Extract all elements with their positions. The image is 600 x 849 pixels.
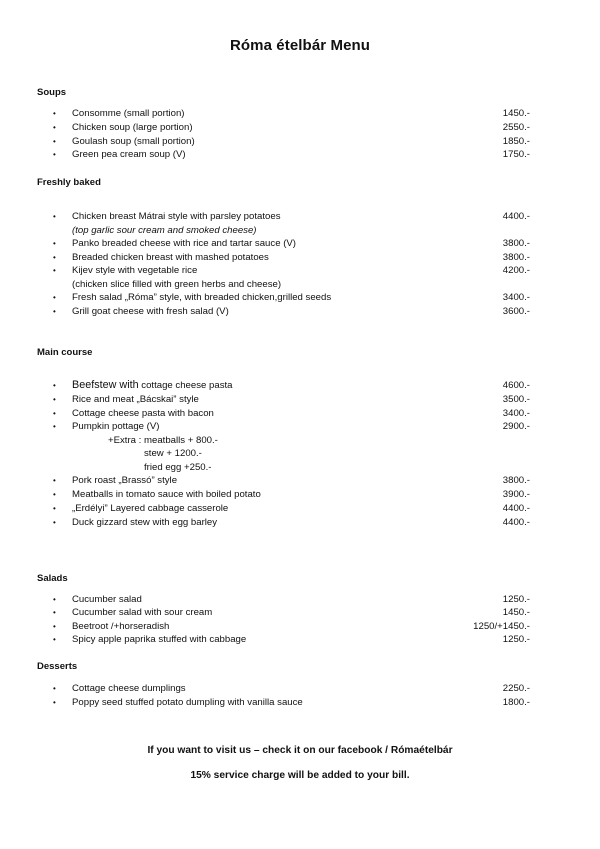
page-title: Róma ételbár Menu: [229, 37, 371, 54]
menu-item: [0, 620, 600, 634]
item-name: Spicy apple paprika stuffed with cabbage: [72, 634, 247, 645]
bullet-icon: •: [53, 635, 56, 644]
bullet-icon: •: [53, 698, 56, 707]
bullet-icon: •: [53, 212, 56, 221]
menu-item: [0, 121, 600, 135]
bullet-icon: •: [53, 137, 56, 146]
menu-item: [0, 502, 600, 516]
item-name: Goulash soup (small portion): [72, 136, 195, 147]
item-price: 1800.-: [502, 697, 530, 708]
bullet-icon: •: [53, 381, 56, 390]
menu-item: [0, 516, 600, 530]
item-name: Green pea cream soup (V): [72, 149, 186, 160]
item-price: 4600.-: [502, 380, 530, 391]
menu-item: [0, 606, 600, 620]
item-name: Kijev style with vegetable rice: [72, 265, 198, 276]
bullet-icon: •: [53, 622, 56, 631]
bullet-icon: •: [53, 123, 56, 132]
bullet-icon: •: [53, 239, 56, 248]
menu-item: [0, 148, 600, 162]
item-name: Grill goat cheese with fresh salad (V): [72, 306, 229, 317]
item-price: 4400.-: [502, 517, 530, 528]
item-name: Pumpkin pottage (V): [72, 421, 160, 432]
section-heading-freshly-baked: Freshly baked: [37, 177, 101, 188]
item-price: 2900.-: [502, 421, 530, 432]
item-name: „Erdélyi” Layered cabbage casserole: [72, 503, 229, 514]
menu-item: [0, 251, 600, 265]
extras-meatballs: +Extra : meatballs + 800.-: [108, 435, 218, 446]
item-price: 1250/+1450.-: [473, 621, 530, 632]
extras-stew: stew + 1200.-: [144, 448, 202, 459]
menu-item: [0, 633, 600, 647]
bullet-icon: •: [53, 409, 56, 418]
item-price: 2250.-: [502, 683, 530, 694]
item-name: Beetroot /+horseradish: [72, 621, 170, 632]
item-name-emphasis: Beefstew with: [72, 379, 139, 391]
item-price: 1450.-: [502, 108, 530, 119]
item-name: Fresh salad „Róma” style, with breaded chicken,grilled seeds: [72, 292, 332, 303]
bullet-icon: •: [53, 253, 56, 262]
section-heading-salads: Salads: [37, 573, 68, 584]
bullet-icon: •: [53, 490, 56, 499]
menu-item: [0, 135, 600, 149]
item-name: Cottage cheese pasta with bacon: [72, 408, 214, 419]
item-name: Panko breaded cheese with rice and tartar sauce (V): [72, 238, 296, 249]
menu-item: [0, 488, 600, 502]
item-name: [72, 379, 233, 393]
item-price: 3800.-: [502, 238, 530, 249]
item-name: Cottage cheese dumplings: [72, 683, 186, 694]
item-name: Rice and meat „Bácskai” style: [72, 394, 199, 405]
item-price: 3600.-: [502, 306, 530, 317]
item-name: Cucumber salad with sour cream: [72, 607, 213, 618]
footer-service-charge: 15% service charge will be added to your bill.: [190, 770, 410, 781]
section-heading-main-course: Main course: [37, 347, 93, 358]
item-name: Cucumber salad: [72, 594, 142, 605]
bullet-icon: •: [53, 293, 56, 302]
bullet-icon: •: [53, 684, 56, 693]
item-price: 2550.-: [502, 122, 530, 133]
item-price: 4400.-: [502, 211, 530, 222]
item-name: Consomme (small portion): [72, 108, 185, 119]
bullet-icon: •: [53, 307, 56, 316]
item-name: Chicken breast Mátrai style with parsley potatoes: [72, 211, 281, 222]
item-price: 3500.-: [502, 394, 530, 405]
bullet-icon: •: [53, 150, 56, 159]
bullet-icon: •: [53, 504, 56, 513]
menu-item: [0, 264, 600, 278]
menu-item: [0, 420, 600, 434]
item-price: 3800.-: [502, 475, 530, 486]
item-name: Pork roast „Brassó” style: [72, 475, 178, 486]
menu-item: [0, 210, 600, 224]
item-note: (top garlic sour cream and smoked cheese): [72, 225, 257, 236]
bullet-icon: •: [53, 608, 56, 617]
item-price: 3400.-: [502, 292, 530, 303]
menu-item: [0, 393, 600, 407]
menu-item: [0, 407, 600, 421]
item-name: Chicken soup (large portion): [72, 122, 193, 133]
menu-item: [0, 237, 600, 251]
item-price: 1250.-: [502, 634, 530, 645]
extras-fried-egg: fried egg +250.-: [144, 462, 212, 473]
item-price: 3900.-: [502, 489, 530, 500]
item-name: Duck gizzard stew with egg barley: [72, 517, 218, 528]
menu-item: [0, 379, 600, 393]
footer-facebook-note: If you want to visit us – check it on our facebook / Rómaételbár: [147, 745, 453, 756]
item-price: 1250.-: [502, 594, 530, 605]
item-price: 1450.-: [502, 607, 530, 618]
menu-item: [0, 682, 600, 696]
item-price: 1850.-: [502, 136, 530, 147]
item-name: Meatballs in tomato sauce with boiled potato: [72, 489, 261, 500]
item-note: (chicken slice filled with green herbs and cheese): [72, 279, 282, 290]
item-price: 3800.-: [502, 252, 530, 263]
menu-item: [0, 291, 600, 305]
bullet-icon: •: [53, 476, 56, 485]
item-price: 3400.-: [502, 408, 530, 419]
menu-item: [0, 305, 600, 319]
item-name: Breaded chicken breast with mashed potatoes: [72, 252, 269, 263]
bullet-icon: •: [53, 266, 56, 275]
section-heading-desserts: Desserts: [37, 661, 78, 672]
item-price: 1750.-: [502, 149, 530, 160]
item-price: 4400.-: [502, 503, 530, 514]
menu-item: [0, 696, 600, 710]
menu-item: [0, 474, 600, 488]
menu-item: [0, 107, 600, 121]
bullet-icon: •: [53, 422, 56, 431]
bullet-icon: •: [53, 518, 56, 527]
item-price: 4200.-: [502, 265, 530, 276]
item-name-rest: cottage cheese pasta: [138, 380, 233, 391]
bullet-icon: •: [53, 595, 56, 604]
bullet-icon: •: [53, 109, 56, 118]
menu-item: [0, 593, 600, 607]
item-name: Poppy seed stuffed potato dumpling with vanilla sauce: [72, 697, 303, 708]
bullet-icon: •: [53, 395, 56, 404]
section-heading-soups: Soups: [37, 87, 67, 98]
